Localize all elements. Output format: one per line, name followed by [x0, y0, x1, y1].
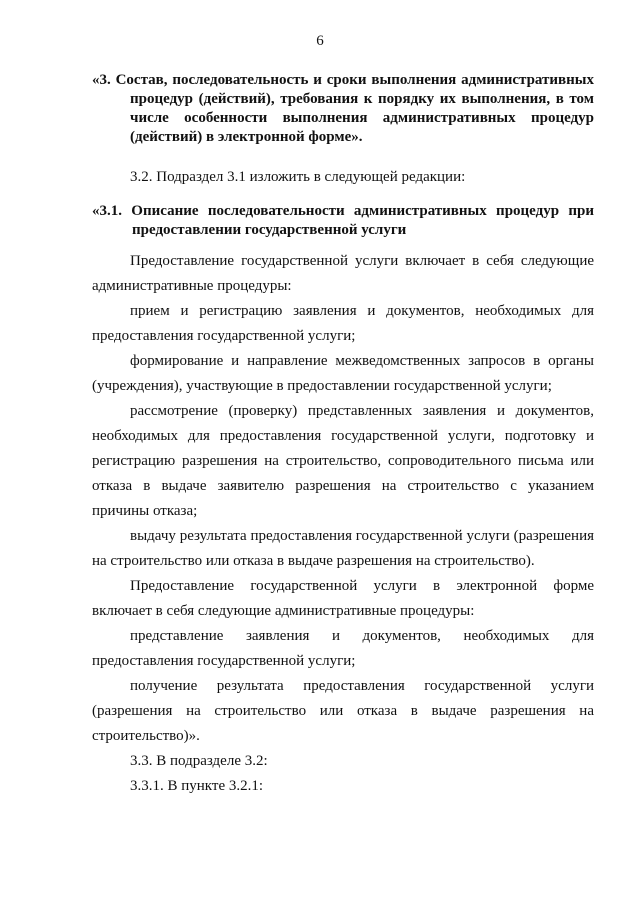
page-number: 6: [316, 33, 324, 49]
list-item: получение результата предоставления государственной услуги (разрешения на строительство или отказа в выдаче разрешения на строительство)».: [92, 678, 594, 744]
list-item: рассмотрение (проверку) представленных заявления и документов, необходимых для предоставления государственной услуги, подготовку и регистрацию разрешения на строительство, сопроводительного письма или отказа в выдаче заявителю разрешения на строительство с указанием причины отказа;: [92, 403, 594, 519]
section-3-heading: «3. Состав, последовательность и сроки выполнения административных процедур (действий), требования к порядку их выполнения, в том числе особенности выполнения административных процедур (действий) в электронной форме».: [92, 72, 594, 145]
item-3-3: 3.3. В подразделе 3.2:: [130, 753, 268, 769]
list-item: выдачу результата предоставления государственной услуги (разрешения на строительство или отказа в выдаче разрешения на строительство).: [92, 528, 594, 569]
list-item: прием и регистрацию заявления и документов, необходимых для предоставления государственной услуги;: [92, 303, 594, 344]
list-item: формирование и направление межведомственных запросов в органы (учреждения), участвующие в предоставлении государственной услуги;: [92, 353, 594, 394]
item-3-2: 3.2. Подраздел 3.1 изложить в следующей редакции:: [130, 169, 466, 185]
paragraph: Предоставление государственной услуги в электронной форме включает в себя следующие административные процедуры:: [92, 578, 594, 619]
document-body: [92, 71, 594, 799]
item-3-3-1: 3.3.1. В пункте 3.2.1:: [130, 778, 264, 794]
list-item: представление заявления и документов, необходимых для предоставления государственной услуги;: [92, 628, 594, 669]
section-3-1-heading: «3.1. Описание последовательности административных процедур при предоставлении государственной услуги: [92, 203, 594, 238]
paragraph: Предоставление государственной услуги включает в себя следующие административные процедуры:: [92, 253, 594, 294]
